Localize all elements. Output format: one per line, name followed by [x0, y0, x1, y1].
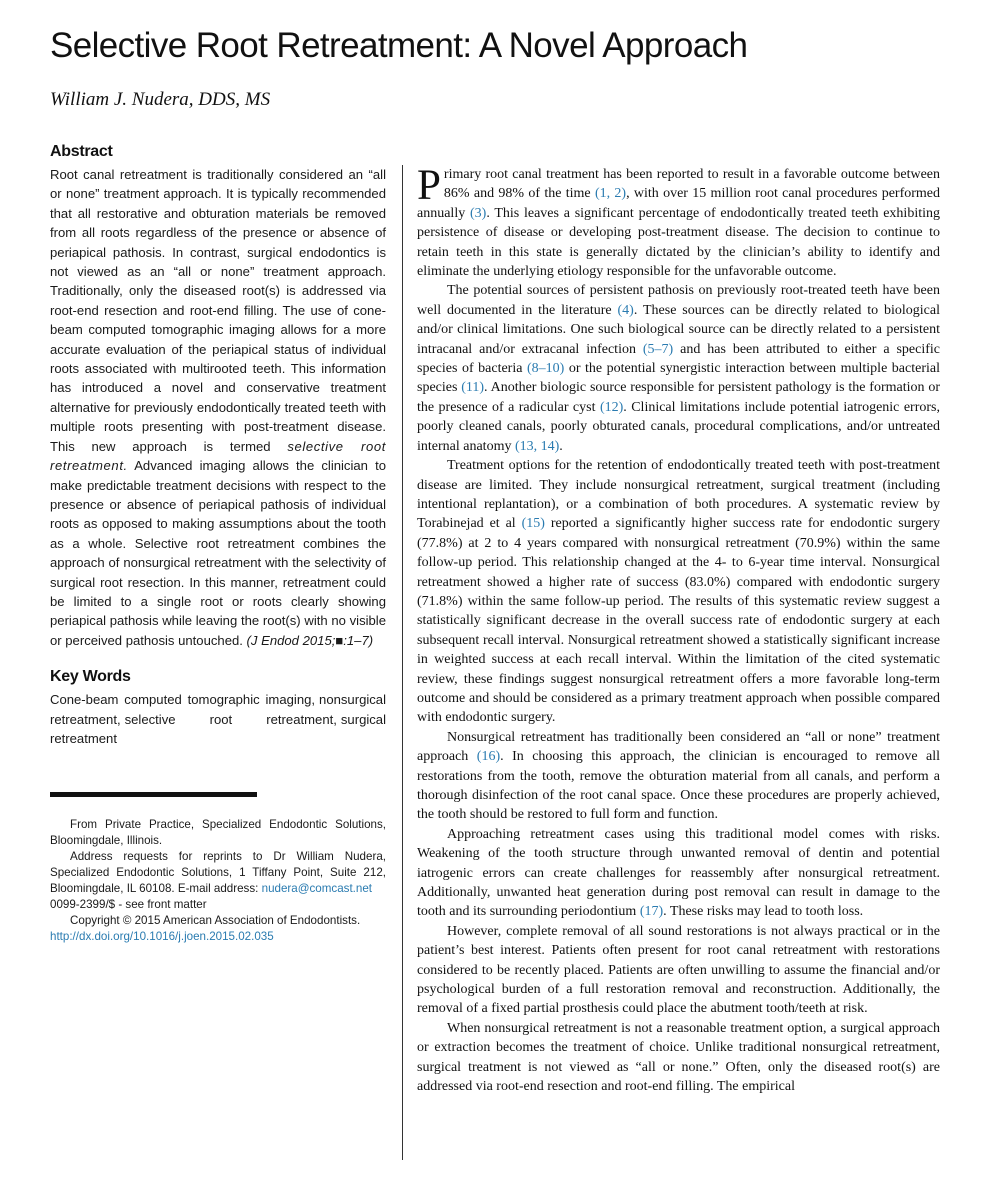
- body-paragraph: [417, 1019, 940, 1097]
- abstract-citation: (J Endod 2015;■:1–7): [246, 632, 374, 648]
- body-text-run: rimary root canal treatment has been reported to result in a favorable outcome between 86% and 98% of the time: [443, 167, 940, 202]
- author-name: William J. Nudera, DDS, MS: [50, 89, 271, 110]
- body-text-run: reported a significantly higher success rate for endodontic surgery (77.8%) at 2 to 4 years compared with nonsurgical retreatment (70.9%) within the same follow-up period. This relationship changed at the 4- to 6-year time interval. Nonsurgical retreatment showed a higher rate of success (83.0%) compared with endodontic surgery (71.8%) within the same follow-up period. The results of this systematic review suggest a statistically significant decrease in the overall success rate of endodontic surgery at each subsequent recall interval. Nonsurgical retreatment showed a statistically significant increase in weighted success at each recall interval. Within the limitation of the cited systematic review, these findings suggest nonsurgical retreatment offers a more favorable long-term outcome and should be considered as a primary treatment approach when possible compared with endodontic surgery.: [417, 516, 940, 726]
- body-paragraph: [417, 456, 940, 728]
- reference-link[interactable]: (5–7): [642, 341, 674, 357]
- body-paragraph: [417, 162, 941, 281]
- doi-note: [50, 929, 386, 945]
- body-text-run: The potential sources of persistent pathosis on previously root-treated teeth have been well documented in the literature: [417, 283, 940, 318]
- body-text-run: . Another biologic source responsible for persistent pathology is the formation or the presence of a radicular cyst: [417, 380, 940, 415]
- reference-link[interactable]: (11): [461, 380, 485, 396]
- body-text-run: However, complete removal of all sound restorations is not always practical or in the patient’s best interest. Patients often present for root canal retreatment with restorations considered to be recently placed. Patients are often unwilling to assume the financial and/or psychological burden of a full restoration removal and reconstruction. Additionally, the removal of a fixed partial prosthesis could place the abutment tooth/teeth at risk.: [417, 923, 940, 1017]
- abstract-body-start: Root canal retreatment is traditionally considered an “all or none” treatment approach. It is typically recommended that all restorative and obturation materials be removed from all roots regardless of the presence or absence of periapical pathosis. In contrast, surgical endodontics is not viewed as an “all or none” treatment approach. Traditionally, only the diseased root(s) is addressed via root-end resection and root-end filling. The use of cone-beam computed tomographic imaging allows for a more accurate evaluation of the periapical status of individual roots associated with multirooted teeth. This information has introduced a novel and conservative treatment alternative for previously endodontically treated teeth with multiple roots presenting with post-treatment disease. This new approach is termed: [50, 167, 386, 454]
- body-paragraph: [417, 281, 940, 456]
- body-text-run: or the potential synergistic interaction between multiple bacterial species: [417, 361, 940, 396]
- body-text-run: . This leaves a significant percentage of endodontically treated teeth exhibiting persistence of disease or developing post-treatment disease. The decision to continue to retain teeth in this state is generally dictated by the clinician’s ability to identify and eliminate the underlying etiology responsible for the unfavorable outcome.: [417, 205, 940, 280]
- reference-link[interactable]: (4): [617, 302, 634, 318]
- body-text-run: . Clinical limitations include potential iatrogenic errors, poorly cleaned canals, poorly obturated canals, procedural complications, and/or untreated internal anatomy: [417, 399, 940, 454]
- left-column: [50, 143, 386, 945]
- reprint-address-note: [50, 849, 386, 897]
- reference-link[interactable]: (3): [469, 205, 487, 221]
- body-text-run: . In choosing this approach, the clinician is encouraged to remove all restorations from the tooth, remove the obturation material from all canals, and perform a thorough disinfection of the root canal space. Once these procedures are properly achieved, the tooth should be restored to full form and function.: [417, 749, 940, 823]
- reference-link[interactable]: (15): [521, 516, 545, 532]
- body-text-run: .: [559, 438, 563, 454]
- reference-link[interactable]: (17): [639, 904, 664, 920]
- keyword: surgical retreatment: [50, 711, 386, 746]
- keywords-heading: Key Words: [50, 668, 131, 686]
- body-text-run: and has been attributed to either a specific species of bacteria: [417, 341, 940, 377]
- body-text-run: Nonsurgical retreatment has traditionally been considered an “all or none” treatment approach: [417, 729, 940, 765]
- column-divider: [402, 165, 403, 1160]
- body-text-run: , with over 15 million root canal procedures performed annually: [417, 186, 941, 221]
- body-text-run: When nonsurgical retreatment is not a reasonable treatment option, a surgical approach or extraction becomes the treatment of choice. Unlike traditional nonsurgical retreatment, surgical treatment is not viewed as “all or none.” Often, only the diseased root(s) are addressed via root-end resection and root-end filling. The empirical: [417, 1020, 940, 1095]
- doi-link[interactable]: http://dx.doi.org/10.1016/j.joen.2015.02.035: [50, 930, 274, 944]
- abstract-body-end: Advanced imaging allows the clinician to make predictable treatment decisions with respect to the presence or absence of periapical pathosis of individual roots as opposed to making assumptions about the tooth as a whole. Selective root retreatment combines the approach of nonsurgical retreatment with the selectivity of surgical root resection. In this manner, retreatment could be limited to a single root or roots clearly showing periapical pathosis while leaving the root(s) with no visible or perceived pathosis untouched.: [50, 458, 386, 648]
- keyword: nonsurgical retreatment,: [50, 692, 386, 727]
- keyword: Cone-beam computed tomographic imaging,: [50, 692, 316, 708]
- footnote-separator: [50, 792, 257, 797]
- body-text-run: . These sources can be directly related to biological and/or clinical limitations. One such biological source can be directly related to a persistent intracanal and/or extracanal infection: [417, 302, 940, 357]
- body-text-run: Treatment options for the retention of endodontically treated teeth with post-treatment disease are limited. They include nonsurgical retreatment, surgical treatment (including intentional replantation), or a combination of both procedures. A systematic review by Torabinejad et al: [417, 458, 940, 532]
- article-title: Selective Root Retreatment: A Novel Approach: [50, 26, 748, 65]
- reprint-address-text: Address requests for reprints to Dr William Nudera, Specialized Endodontic Solutions, 1 Tiffany Point, Suite 212, Bloomingdale, IL 60108. E-mail address:: [50, 850, 386, 896]
- keywords-section: [50, 668, 386, 748]
- keyword: selective root retreatment,: [124, 711, 337, 727]
- body-text-run: . These risks may lead to tooth loss.: [663, 904, 864, 920]
- main-body-column: [417, 162, 941, 1097]
- keywords-list: [50, 690, 386, 748]
- reference-link[interactable]: (8–10): [526, 361, 565, 377]
- abstract-heading: Abstract: [50, 143, 113, 160]
- reference-link[interactable]: (12): [599, 399, 624, 415]
- drop-cap: P: [417, 162, 441, 209]
- email-link[interactable]: nudera@comcast.net: [261, 882, 372, 896]
- body-text-run: Approaching retreatment cases using this traditional model comes with risks. Weakening of the tooth structure through unwanted removal of dentin and potential iatrogenic errors can create challenges for reassembly after nonsurgical retreatment. Additionally, unwanted heat generation during post removal can result in damage to the tooth and its surrounding periodontium: [417, 826, 940, 920]
- abstract-emphasis: selective root retreatment.: [50, 438, 387, 474]
- body-paragraph: [417, 825, 940, 922]
- reference-link[interactable]: (16): [476, 749, 501, 765]
- issn-note: 0099-2399/$ - see front matter: [50, 898, 207, 912]
- footnotes: [50, 817, 386, 945]
- affiliation-note: From Private Practice, Specialized Endodontic Solutions, Bloomingdale, Illinois.: [50, 818, 386, 848]
- body-text: [417, 162, 941, 1097]
- reference-link[interactable]: (13, 14): [514, 438, 560, 454]
- body-paragraph: [417, 922, 940, 1019]
- body-paragraph: [417, 728, 940, 825]
- reference-link[interactable]: (1, 2): [594, 186, 627, 202]
- copyright-note: Copyright © 2015 American Association of Endodontists.: [70, 914, 361, 928]
- abstract-text: [50, 165, 386, 650]
